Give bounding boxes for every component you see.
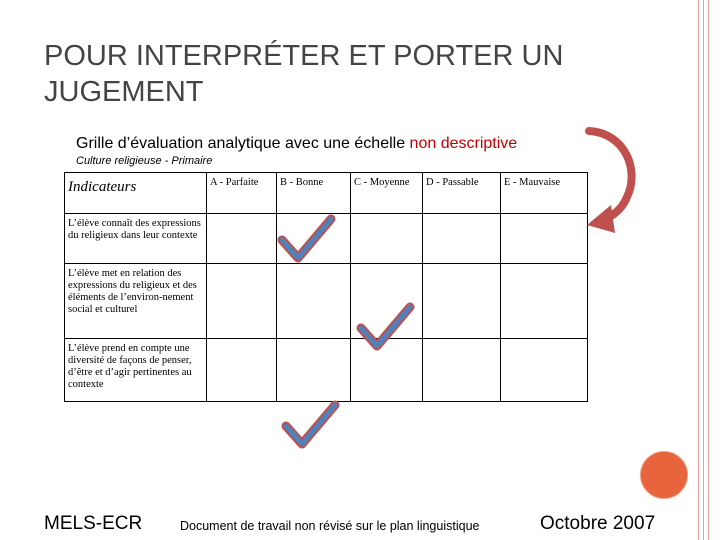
row-label: L’élève met en relation des expressions du religieux et des éléments de l’environ-nement social et culturel <box>65 264 207 339</box>
table-row <box>65 264 588 339</box>
header-col-e: E - Mauvaise <box>501 173 588 214</box>
header-indicators: Indicateurs <box>65 173 207 214</box>
header-col-c: C - Moyenne <box>351 173 423 214</box>
footer-left: MELS-ECR <box>44 513 143 534</box>
cell <box>207 264 277 339</box>
cell <box>277 339 351 402</box>
header-col-b: B - Bonne <box>277 173 351 214</box>
row-label: L’élève prend en compte une diversité de façons de penser, d’être et d’agir pertinentes au contexte <box>65 339 207 402</box>
header-col-a: A - Parfaite <box>207 173 277 214</box>
subtitle-prefix: Grille d’évaluation analytique avec une échelle <box>76 135 410 152</box>
check-mark-icon <box>276 214 336 264</box>
decorative-line-1 <box>698 0 699 540</box>
slide-title: POUR INTERPRÉTER ET PORTER UN JUGEMENT <box>44 40 564 108</box>
cell <box>277 264 351 339</box>
curved-arrow-icon <box>585 115 645 240</box>
grid-context: Culture religieuse - Primaire <box>76 155 213 167</box>
header-col-d: D - Passable <box>423 173 501 214</box>
cell <box>207 339 277 402</box>
cell <box>423 339 501 402</box>
cell <box>423 214 501 264</box>
cell <box>207 214 277 264</box>
cell <box>501 214 588 264</box>
row-label: L’élève connaît des expressions du religieux dans leur contexte <box>65 214 207 264</box>
cell <box>501 264 588 339</box>
cell <box>423 264 501 339</box>
grid-header-row <box>65 173 588 214</box>
evaluation-grid <box>64 172 588 402</box>
cell <box>351 214 423 264</box>
table-row <box>65 339 588 402</box>
grid-subtitle <box>76 135 517 153</box>
circle-decoration <box>640 451 688 499</box>
check-mark-icon <box>280 400 340 450</box>
subtitle-highlight: non descriptive <box>409 135 518 152</box>
footer-right: Octobre 2007 <box>540 513 656 534</box>
cell <box>501 339 588 402</box>
decorative-line-3 <box>708 0 709 540</box>
footer-middle: Document de travail non révisé sur le plan linguistique <box>180 519 480 533</box>
check-mark-icon <box>355 302 415 352</box>
decorative-line-2 <box>703 0 704 540</box>
